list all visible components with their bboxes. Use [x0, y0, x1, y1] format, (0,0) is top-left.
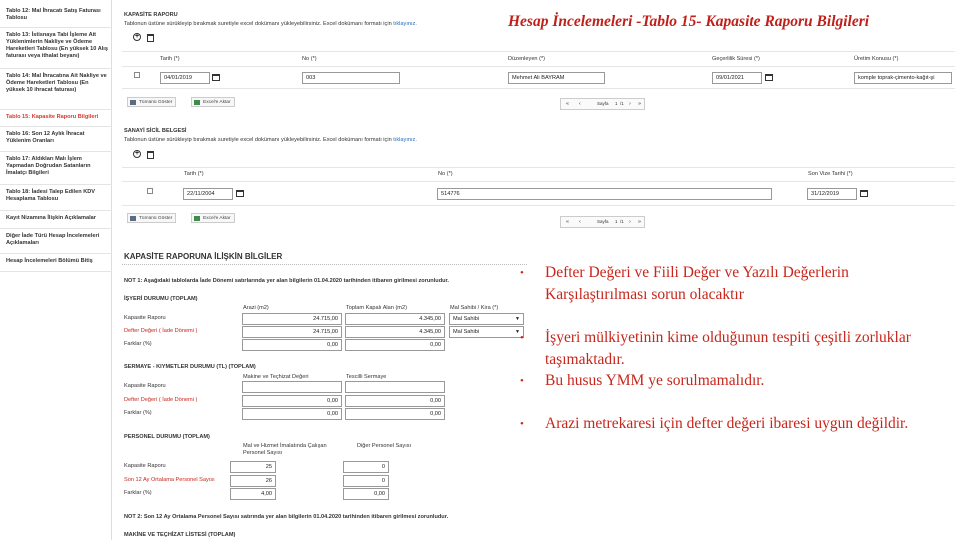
row-checkbox[interactable]	[134, 72, 140, 78]
sidebar-item-tablo-13[interactable]: Tablo 13: İstisnaya Tabi İşleme Ait Yüklenimlerin Nakliye ve Ödeme Hareketleri Tablosu (En yüksek 10 Alış faturası veya ithalat beyanı)	[6, 32, 108, 59]
row-label-kapasite-raporu: Kapasite Raporu	[124, 463, 166, 469]
prev-page-button[interactable]: ‹	[579, 101, 581, 107]
table-header-line	[122, 51, 955, 52]
arazi-farklar-field[interactable]: 0,00	[242, 339, 342, 351]
col-header-mal-sahibi: Mal Sahibi / Kira (*)	[450, 305, 499, 311]
row-checkbox[interactable]	[147, 188, 153, 194]
kapali-alan-defter-field[interactable]: 4.345,00	[345, 326, 445, 338]
show-all-button[interactable]	[127, 213, 176, 223]
add-row-icon[interactable]: +	[134, 150, 140, 157]
bullet-icon: •	[520, 267, 524, 279]
calendar-icon[interactable]	[212, 74, 220, 81]
kapali-alan-farklar-field[interactable]: 0,00	[345, 339, 445, 351]
col-header-duzenleyen: Düzenleyen (*)	[508, 56, 545, 62]
kapasite-upload-hint	[124, 21, 417, 27]
row-label-defter-degeri: Defter Değeri ( İade Dönemi )	[124, 328, 198, 334]
sidebar-divider	[0, 228, 112, 229]
duzenleyen-field[interactable]: Mehmet Ali BAYRAM	[508, 72, 605, 84]
note-1: NOT 1: Aşağıdaki tablolarda İade Dönemi satırlarında yer alan bilgilerin 01.04.2020 tarihinden itibaren girilmesi zorunludur.	[124, 278, 449, 284]
calendar-icon[interactable]	[765, 74, 773, 81]
mal-sahibi-select[interactable]	[449, 313, 524, 325]
personel-title: PERSONEL DURUMU (TOPLAM)	[124, 434, 210, 440]
chevron-down-icon: ▼	[515, 316, 520, 322]
sidebar-divider	[0, 184, 112, 185]
arazi-defter-field[interactable]: 24.715,00	[242, 326, 342, 338]
col-header-kapali-alan: Toplam Kapalı Alan (m2)	[346, 305, 407, 311]
export-excel-label: Excel'e Aktar	[203, 100, 231, 105]
mal-sahibi-value: Mal Sahibi	[453, 316, 480, 322]
show-all-label: Tümünü Göster	[139, 100, 173, 105]
sidebar-item-diger-iade[interactable]: Diğer İade Türü Hesap İncelemeleri Açıklamaları	[6, 233, 100, 246]
note-2: NOT 2: Son 12 Ay Ortalama Personel Sayısı satırında yer alan bilgilerin 01.04.2020 tarihinden itibaren girilmesi zorunludur.	[124, 514, 449, 520]
col-header-no: No (*)	[302, 56, 317, 62]
list-icon	[130, 100, 136, 105]
sanayi-upload-desc: Tablonun üstüne sürükleyip bırakmak suretiyle excel dokümanı yükleyebilirsiniz. Excel dokümanı formatı için	[124, 137, 392, 143]
prev-page-button[interactable]: ‹	[579, 219, 581, 225]
sermaye-kapasite-field[interactable]	[345, 381, 445, 393]
bullet-text: Bu husus YMM ye sorulmamalıdır.	[545, 372, 765, 389]
table-row-line	[122, 88, 955, 89]
col-header-tarih: Tarih (*)	[184, 171, 204, 177]
sidebar-divider	[0, 210, 112, 211]
page-label: Sayfa	[597, 219, 609, 224]
diger-personel-kapasite-field[interactable]: 0	[343, 461, 389, 473]
col-header-arazi: Arazi (m2)	[243, 305, 269, 311]
sanayi-format-link[interactable]: tıklayınız.	[393, 137, 417, 143]
col-header-makine-degeri: Makine ve Teçhizat Değeri	[243, 374, 309, 380]
row-label-farklar: Farklar (%)	[124, 490, 152, 496]
gecerlilik-field[interactable]: 09/01/2021	[712, 72, 762, 84]
last-page-button[interactable]: »	[638, 219, 641, 225]
sidebar-divider	[0, 271, 112, 272]
sanayi-upload-hint	[124, 137, 417, 143]
first-page-button[interactable]: «	[566, 101, 569, 107]
mal-sahibi-select[interactable]	[449, 326, 524, 338]
show-all-label: Tümünü Göster	[139, 216, 173, 221]
sermaye-farklar-field[interactable]: 0,00	[345, 408, 445, 420]
excel-icon	[194, 216, 200, 221]
page-count: /1	[620, 101, 624, 106]
makine-farklar-field[interactable]: 0,00	[242, 408, 342, 420]
sanayi-no-field[interactable]: 514776	[437, 188, 772, 200]
page-number-input[interactable]: 1	[615, 219, 618, 224]
son-vize-tarihi-field[interactable]: 31/12/2019	[807, 188, 857, 200]
kapali-alan-kapasite-field[interactable]: 4.345,00	[345, 313, 445, 325]
col-header-son-vize: Son Vize Tarihi (*)	[808, 171, 853, 177]
delete-rows-icon[interactable]	[147, 151, 154, 159]
uretim-konusu-field[interactable]: komple toprak-çimento-kağıt-şi	[854, 72, 952, 84]
next-page-button[interactable]: ›	[629, 101, 631, 107]
diger-personel-ortalama-field[interactable]: 0	[343, 475, 389, 487]
next-page-button[interactable]: ›	[629, 219, 631, 225]
page-title: Hesap İncelemeleri -Tablo 15- Kapasite Raporu Bilgileri	[508, 13, 870, 30]
list-icon	[130, 216, 136, 221]
row-label-defter-degeri: Defter Değeri ( İade Dönemi )	[124, 397, 198, 403]
col-header-tescilli-sermaye: Tescilli Sermaye	[346, 374, 387, 380]
sidebar-item-tablo-12[interactable]: Tablo 12: Mal İhracatı Satış Faturası Tablosu	[6, 8, 101, 21]
imalat-personel-ortalama-field[interactable]: 26	[230, 475, 276, 487]
bullet-icon: •	[520, 332, 524, 344]
page-label: Sayfa	[597, 101, 609, 106]
mal-sahibi-value: Mal Sahibi	[453, 329, 480, 335]
row-label-kapasite-raporu: Kapasite Raporu	[124, 315, 166, 321]
bullet-text: Defter Değeri ve Fiili Değer ve Yazılı Değerlerin Karşılaştırılması sorun olacaktır	[545, 264, 849, 303]
tarih-field[interactable]: 04/01/2019	[160, 72, 210, 84]
excel-icon	[194, 100, 200, 105]
sidebar-item-tablo-18[interactable]: Tablo 18: İadesi Talep Edilen KDV Hesaplama Tablosu	[6, 189, 96, 202]
diger-personel-farklar-field[interactable]: 0,00	[343, 488, 389, 500]
sermaye-title: SERMAYE - KIYMETLER DURUMU (TL) (TOPLAM)	[124, 364, 256, 370]
isyeri-title: İŞYERİ DURUMU (TOPLAM)	[124, 296, 198, 302]
sidebar-item-tablo-14[interactable]: Tablo 14: Mal İhracatına Ait Nakliye ve Ödeme Hareketleri Tablosu (En yüksek 10 ihracat faturası)	[6, 73, 107, 93]
sidebar-divider	[0, 253, 112, 254]
kapasite-upload-desc: Tablonun üstüne sürükleyip bırakmak suretiyle excel dokümanı yükleyebilirsiniz. Excel dokümanı formatı için	[124, 21, 392, 27]
last-page-button[interactable]: »	[638, 101, 641, 107]
chevron-down-icon: ▼	[515, 329, 520, 335]
bilgiler-section-title: KAPASİTE RAPORUNA İLİŞKİN BİLGİLER	[124, 252, 283, 261]
row-label-farklar: Farklar (%)	[124, 410, 152, 416]
page-number-input[interactable]: 1	[615, 101, 618, 106]
sidebar-divider	[0, 68, 112, 69]
makine-defter-field[interactable]: 0,00	[242, 395, 342, 407]
imalat-personel-farklar-field[interactable]: 4,00	[230, 488, 276, 500]
export-excel-button[interactable]	[191, 97, 235, 107]
col-header-imalat-personel: Mal ve Hizmet İmalatında Çalışan Personel Sayısı	[243, 443, 327, 456]
col-header-gecerlilik: Geçerlilik Süresi (*)	[712, 56, 760, 62]
table-row-line	[122, 205, 955, 206]
section-divider	[122, 264, 527, 265]
col-header-diger-personel: Diğer Personel Sayısı	[357, 443, 412, 449]
bullet-icon: •	[520, 418, 524, 430]
bullet-text: Arazi metrekaresi için defter değeri ibaresi uygun değildir.	[545, 415, 909, 432]
sidebar-divider	[0, 151, 112, 152]
pager	[560, 98, 645, 110]
calendar-icon[interactable]	[236, 190, 244, 197]
page-count: /1	[620, 219, 624, 224]
col-header-no: No (*)	[438, 171, 453, 177]
makine-listesi-title: MAKİNE VE TEÇHİZAT LİSTESİ (TOPLAM)	[124, 532, 236, 538]
pager	[560, 216, 645, 228]
col-header-tarih: Tarih (*)	[160, 56, 180, 62]
sidebar-divider	[0, 109, 112, 110]
first-page-button[interactable]: «	[566, 219, 569, 225]
sidebar-item-tablo-15[interactable]: Tablo 15: Kapasite Raporu Bilgileri	[6, 114, 99, 120]
makine-kapasite-field[interactable]	[242, 381, 342, 393]
add-row-icon[interactable]: +	[134, 33, 140, 40]
delete-rows-icon[interactable]	[147, 34, 154, 42]
sermaye-defter-field[interactable]: 0,00	[345, 395, 445, 407]
col-header-uretim: Üretim Konusu (*)	[854, 56, 899, 62]
kapasite-format-link[interactable]: tıklayınız.	[393, 21, 417, 27]
sidebar-item-bitis[interactable]: Hesap İncelemeleri Bölümü Bitiş	[6, 258, 93, 264]
table-header-line	[122, 167, 955, 168]
show-all-button[interactable]	[127, 97, 176, 107]
bullet-text: İşyeri mülkiyetinin kime olduğunun tespiti çeşitli zorluklar taşımaktadır.	[545, 329, 911, 368]
arazi-kapasite-field[interactable]: 24.715,00	[242, 313, 342, 325]
sidebar-item-tablo-16[interactable]: Tablo 16: Son 12 Aylık İhracat Yüklenim Oranları	[6, 131, 85, 144]
table-header-line	[122, 181, 955, 182]
export-excel-label: Excel'e Aktar	[203, 216, 231, 221]
row-label-kapasite-raporu: Kapasite Raporu	[124, 383, 166, 389]
sidebar-item-kayit-nizami[interactable]: Kayıt Nizamına İlişkin Açıklamalar	[6, 215, 96, 221]
export-excel-button[interactable]	[191, 213, 235, 223]
bullet-icon: •	[520, 375, 524, 387]
sanayi-tarih-field[interactable]: 22/11/2004	[183, 188, 233, 200]
table-header-line	[122, 66, 955, 67]
imalat-personel-kapasite-field[interactable]: 25	[230, 461, 276, 473]
sidebar-divider	[0, 27, 112, 28]
calendar-icon[interactable]	[860, 190, 868, 197]
sanayi-section-title: SANAYİ SİCİL BELGESİ	[124, 128, 187, 134]
kapasite-section-title: KAPASİTE RAPORU	[124, 12, 178, 18]
sidebar-nav	[0, 0, 112, 540]
row-label-son-12-ay: Son 12 Ay Ortalama Personel Sayısı	[124, 477, 215, 483]
row-label-farklar: Farklar (%)	[124, 341, 152, 347]
sidebar-divider	[0, 126, 112, 127]
no-field[interactable]: 003	[302, 72, 400, 84]
sidebar-item-tablo-17[interactable]: Tablo 17: Aldıkları Malı İşlem Yapmadan Doğrudan Satanların İmalatçı Bilgileri	[6, 156, 91, 176]
